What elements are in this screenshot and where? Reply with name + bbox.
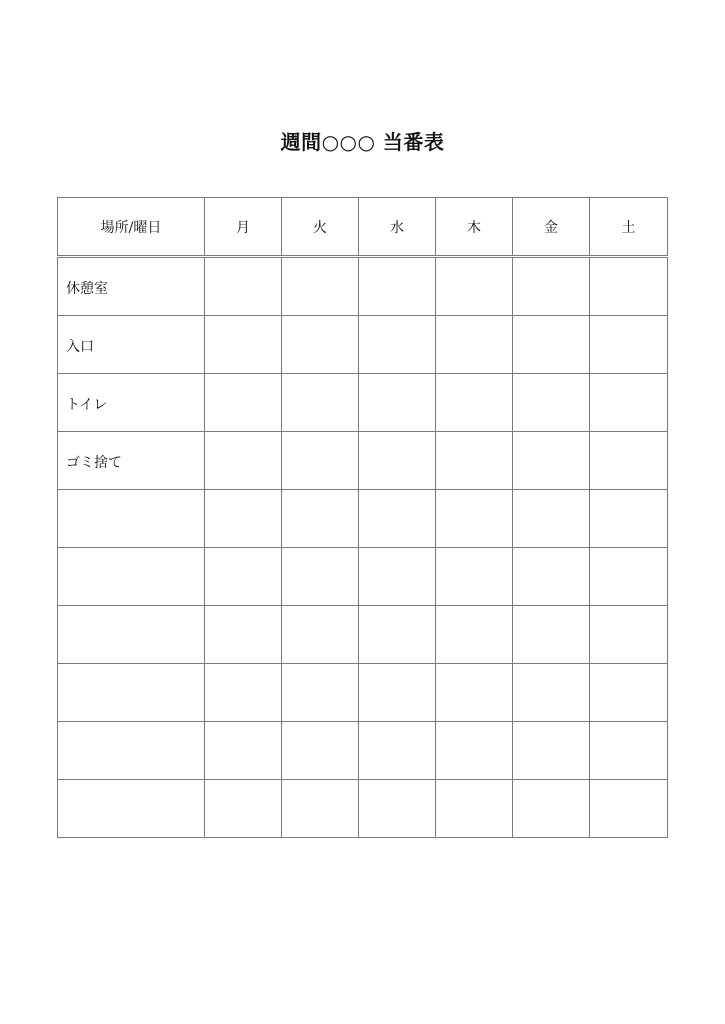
duty-cell-thursday [436, 548, 513, 606]
duty-cell-tuesday [282, 374, 359, 432]
table-row [58, 606, 668, 664]
place-label-cell: 休憩室 [58, 257, 205, 316]
duty-cell-tuesday [282, 780, 359, 838]
duty-cell-tuesday [282, 606, 359, 664]
duty-cell-friday [513, 316, 590, 374]
header-monday: 月 [205, 198, 282, 257]
duty-cell-monday [205, 780, 282, 838]
place-label-cell [58, 606, 205, 664]
table-row [58, 490, 668, 548]
duty-cell-thursday [436, 722, 513, 780]
duty-cell-friday [513, 374, 590, 432]
duty-cell-monday [205, 490, 282, 548]
header-thursday: 木 [436, 198, 513, 257]
table-header [58, 198, 668, 257]
duty-cell-monday [205, 374, 282, 432]
header-place-day: 場所/曜日 [58, 198, 205, 257]
duty-cell-friday [513, 432, 590, 490]
duty-cell-thursday [436, 257, 513, 316]
duty-cell-saturday [590, 548, 668, 606]
place-label-cell [58, 490, 205, 548]
place-label-cell [58, 548, 205, 606]
duty-cell-monday [205, 432, 282, 490]
duty-cell-tuesday [282, 316, 359, 374]
table-row [58, 432, 668, 490]
duty-cell-wednesday [359, 316, 436, 374]
duty-cell-saturday [590, 780, 668, 838]
duty-cell-friday [513, 490, 590, 548]
place-label-cell [58, 780, 205, 838]
duty-cell-wednesday [359, 432, 436, 490]
duty-cell-tuesday [282, 490, 359, 548]
duty-cell-wednesday [359, 664, 436, 722]
duty-cell-monday [205, 722, 282, 780]
table-row [58, 548, 668, 606]
duty-cell-saturday [590, 606, 668, 664]
duty-cell-wednesday [359, 606, 436, 664]
place-label-cell: トイレ [58, 374, 205, 432]
duty-cell-saturday [590, 374, 668, 432]
duty-cell-wednesday [359, 374, 436, 432]
table-row [58, 664, 668, 722]
duty-cell-friday [513, 257, 590, 316]
duty-cell-saturday [590, 432, 668, 490]
table-row [58, 722, 668, 780]
header-friday: 金 [513, 198, 590, 257]
place-label-cell: 入口 [58, 316, 205, 374]
duty-roster-table [57, 197, 668, 838]
duty-cell-thursday [436, 374, 513, 432]
duty-cell-tuesday [282, 548, 359, 606]
duty-cell-monday [205, 664, 282, 722]
duty-cell-wednesday [359, 780, 436, 838]
duty-cell-friday [513, 780, 590, 838]
duty-cell-saturday [590, 316, 668, 374]
duty-cell-monday [205, 257, 282, 316]
duty-cell-tuesday [282, 664, 359, 722]
duty-cell-tuesday [282, 432, 359, 490]
duty-cell-thursday [436, 316, 513, 374]
duty-cell-friday [513, 548, 590, 606]
page-title: 週間○○○ 当番表 [280, 130, 445, 154]
duty-cell-wednesday [359, 257, 436, 316]
header-wednesday: 水 [359, 198, 436, 257]
duty-cell-wednesday [359, 548, 436, 606]
table-row [58, 374, 668, 432]
duty-cell-tuesday [282, 722, 359, 780]
header-tuesday: 火 [282, 198, 359, 257]
duty-cell-friday [513, 722, 590, 780]
place-label-cell [58, 722, 205, 780]
duty-cell-monday [205, 606, 282, 664]
duty-cell-tuesday [282, 257, 359, 316]
place-label-cell [58, 664, 205, 722]
duty-cell-wednesday [359, 490, 436, 548]
duty-cell-thursday [436, 606, 513, 664]
place-label-cell: ゴミ捨て [58, 432, 205, 490]
duty-cell-friday [513, 664, 590, 722]
duty-cell-thursday [436, 490, 513, 548]
duty-cell-saturday [590, 257, 668, 316]
duty-cell-monday [205, 316, 282, 374]
table-row [58, 780, 668, 838]
duty-cell-monday [205, 548, 282, 606]
table-row [58, 316, 668, 374]
table-row [58, 257, 668, 316]
duty-cell-wednesday [359, 722, 436, 780]
duty-cell-friday [513, 606, 590, 664]
table-body [58, 257, 668, 838]
duty-cell-saturday [590, 490, 668, 548]
duty-cell-saturday [590, 722, 668, 780]
duty-cell-thursday [436, 780, 513, 838]
header-row [58, 198, 668, 257]
duty-cell-thursday [436, 664, 513, 722]
duty-cell-saturday [590, 664, 668, 722]
duty-cell-thursday [436, 432, 513, 490]
header-saturday: 土 [590, 198, 668, 257]
